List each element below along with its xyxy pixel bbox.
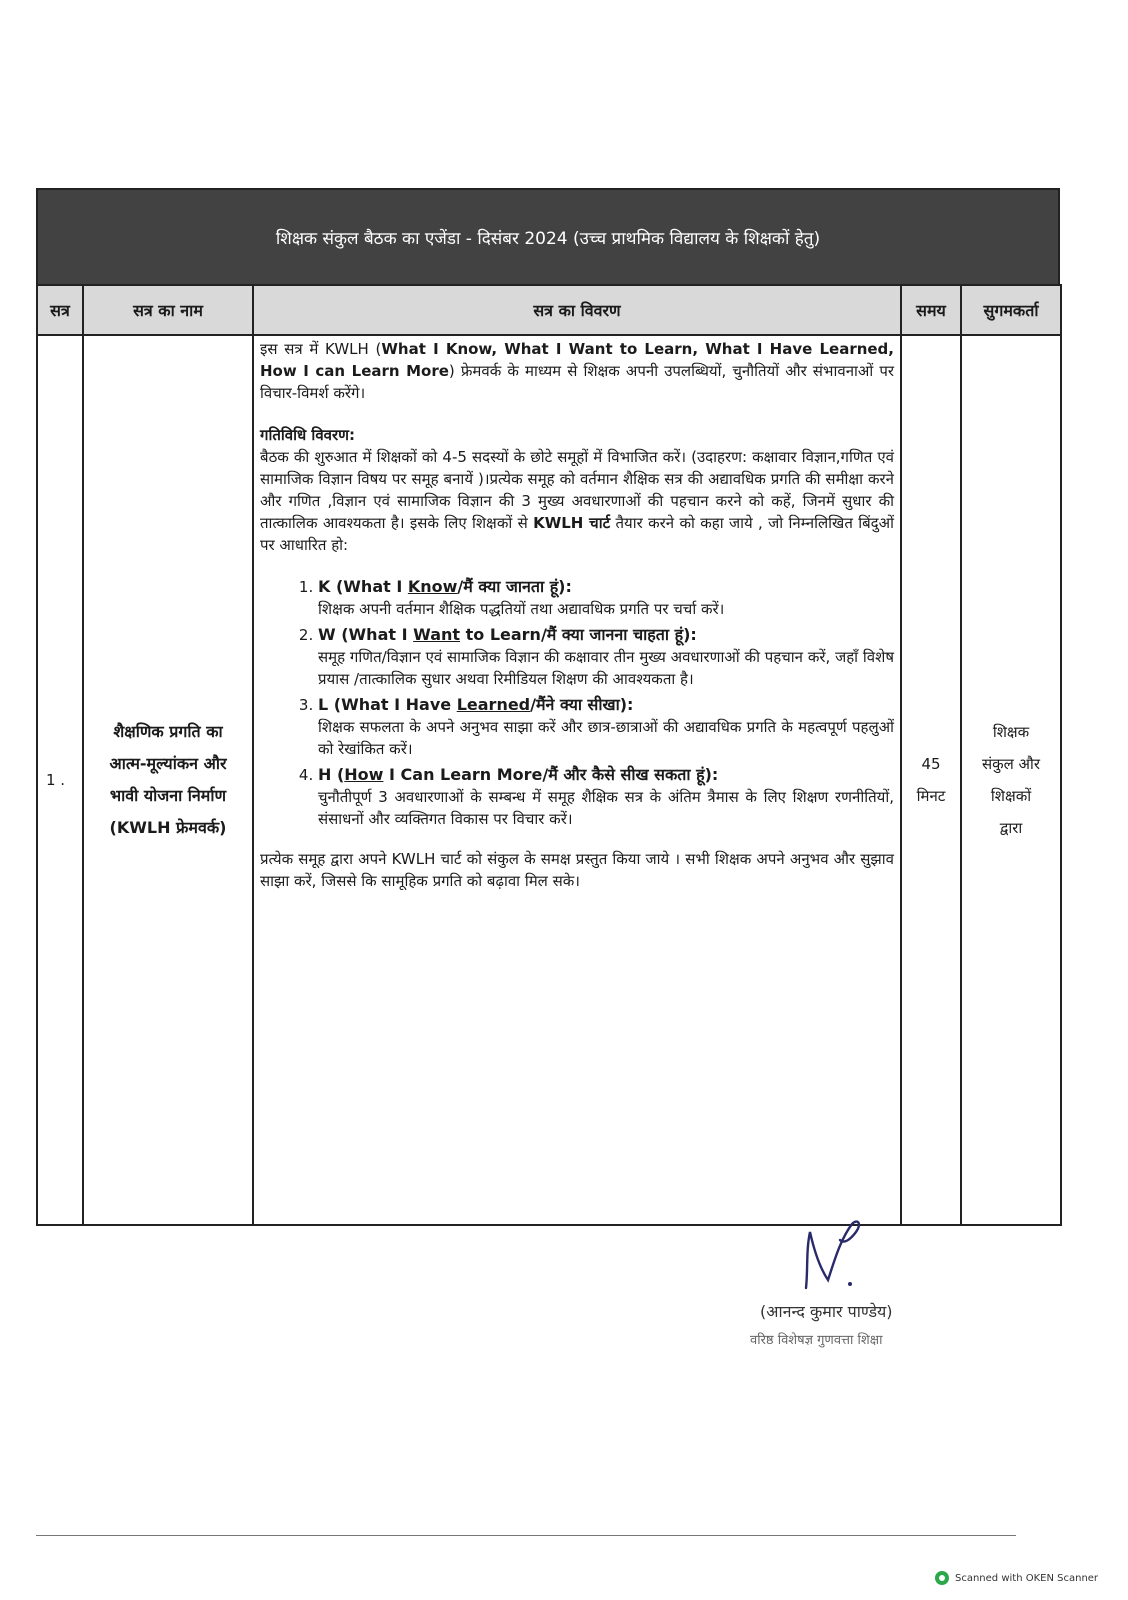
scanner-logo-icon <box>935 1571 949 1585</box>
table-row <box>37 335 1061 1225</box>
closing-paragraph: प्रत्येक समूह द्वारा अपने KWLH चार्ट को संकुल के समक्ष प्रस्तुत किया जाये । सभी शिक्षक अपने अनुभव और सुझाव साझा करें, जिससे कि सामूहिक प्रगति को बढ़ावा मिल सके। <box>260 850 894 890</box>
activity-bold: KWLH चार्ट <box>533 514 611 532</box>
agenda-table <box>36 284 1062 1226</box>
session-name-line: आत्म-मूल्यांकन और <box>109 754 227 773</box>
facilitator-line: शिक्षक <box>992 723 1030 741</box>
list-item-body: शिक्षक सफलता के अपने अनुभव साझा करें और छात्र-छात्राओं की अद्यावधिक प्रगति के महत्वपूर्ण पहलुओं को रेखांकित करें। <box>318 718 894 758</box>
session-name-line: (KWLH फ्रेमवर्क) <box>109 818 227 837</box>
session-number: 1 . <box>37 335 83 1225</box>
session-name <box>83 335 253 1225</box>
page-divider <box>36 1535 1016 1536</box>
scanner-watermark <box>935 1571 1098 1585</box>
list-item-body: चुनौतीपूर्ण 3 अवधारणाओं के सम्बन्ध में समूह शैक्षिक सत्र के अंतिम त्रैमास के लिए शिक्षण रणनीतियों, संसाधनों और व्यक्तिगत विकास पर विचार करें। <box>318 788 894 828</box>
session-facilitator <box>961 335 1061 1225</box>
agenda-sheet <box>36 188 1060 1226</box>
col-session-name: सत्र का नाम <box>83 285 253 335</box>
col-session: सत्र <box>37 285 83 335</box>
header-row <box>37 285 1061 335</box>
list-item: 1. K (What I Know/मैं क्या जानता हूं): शिक्षक अपनी वर्तमान शैक्षिक पद्धतियों तथा अद्यावधिक प्रगति पर चर्चा करें। <box>318 576 894 620</box>
signatory-name: (आनन्द कुमार पाण्डेय) <box>760 1302 893 1321</box>
activity-paragraph <box>260 446 894 556</box>
activity-text: बैठक की शुरुआत में शिक्षकों को 4-5 सदस्यों के छोटे समूहों में विभाजित करें। (उदाहरण: कक्षावार विज्ञान,गणित एवं सामाजिक विज्ञान विषय पर समूह बनायें )।प्रत्येक समूह को वर्तमान शैक्षिक सत्र की अद्यावधिक प्रगति की समीक्षा करने और गणित ,विज्ञान एवं सामाजिक विज्ञान की 3 मुख्य अवधारणाओं की पहचान करने को कहें, जिनमें सुधार की तात्कालिक आवश्यकता है। इसके लिए शिक्षकों से <box>260 448 894 532</box>
kwlh-list <box>260 576 894 830</box>
agenda-title-banner <box>36 188 1060 284</box>
activity-heading: गतिविधि विवरण: <box>260 426 355 444</box>
list-item-body: शिक्षक अपनी वर्तमान शैक्षिक पद्धतियों तथा अद्यावधिक प्रगति पर चर्चा करें। <box>318 600 725 618</box>
col-session-details: सत्र का विवरण <box>253 285 901 335</box>
list-item: 3. L (What I Have Learned/मैंने क्या सीखा): शिक्षक सफलता के अपने अनुभव साझा करें और छात्र-छात्राओं की अद्यावधिक प्रगति के महत्वपूर्ण पहलुओं को रेखांकित करें। <box>318 694 894 760</box>
list-item: 2. W (What I Want to Learn/मैं क्या जानना चाहता हूं): समूह गणित/विज्ञान एवं सामाजिक विज्ञान की कक्षावार तीन मुख्य अवधारणाओं की पहचान करें, जहाँ विशेष प्रयास /तात्कालिक सुधार अथवा रिमीडियल शिक्षण की आवश्यकता है। <box>318 624 894 690</box>
intro-paragraph <box>260 338 894 404</box>
col-time: समय <box>901 285 961 335</box>
facilitator-line: शिक्षकों <box>990 787 1032 805</box>
intro-bold: What I Know, What I Want to Learn, What I Have Learned, How I can Learn More <box>260 340 894 380</box>
activity-text-end: तैयार करने को कहा जाये , जो निम्नलिखित बिंदुओं पर आधारित हो: <box>260 514 894 554</box>
time-unit: मिनट <box>916 787 946 805</box>
facilitator-line: द्वारा <box>999 819 1023 837</box>
handwritten-signature-icon <box>800 1210 870 1300</box>
intro-prefix: इस सत्र में KWLH ( <box>260 340 382 358</box>
session-time <box>901 335 961 1225</box>
signatory-designation: वरिष्ठ विशेषज्ञ गुणवत्ता शिक्षा <box>750 1333 883 1348</box>
scanner-text: Scanned with OKEN Scanner <box>955 1572 1099 1584</box>
facilitator-line: संकुल और <box>981 755 1041 773</box>
agenda-title: शिक्षक संकुल बैठक का एजेंडा - दिसंबर 2024 (उच्च प्राथमिक विद्यालय के शिक्षकों हेतु) <box>275 228 821 249</box>
session-details <box>253 335 901 1225</box>
session-name-line: भावी योजना निर्माण <box>109 786 227 805</box>
list-item: 4. H (How I Can Learn More/मैं और कैसे सीख सकता हूं): चुनौतीपूर्ण 3 अवधारणाओं के सम्बन्ध में समूह शैक्षिक सत्र के अंतिम त्रैमास के लिए शिक्षण रणनीतियों, संसाधनों और व्यक्तिगत विकास पर विचार करें। <box>318 764 894 830</box>
session-name-line: शैक्षणिक प्रगति का <box>113 722 223 741</box>
time-value: 45 <box>921 755 941 773</box>
col-facilitator: सुगमकर्ता <box>961 285 1061 335</box>
intro-suffix: ) फ्रेमवर्क के माध्यम से शिक्षक अपनी उपलब्धियों, चुनौतियों और संभावनाओं पर विचार-विमर्श करेंगे। <box>260 362 894 402</box>
list-item-body: समूह गणित/विज्ञान एवं सामाजिक विज्ञान की कक्षावार तीन मुख्य अवधारणाओं की पहचान करें, जहाँ विशेष प्रयास /तात्कालिक सुधार अथवा रिमीडियल शिक्षण की आवश्यकता है। <box>318 648 894 688</box>
